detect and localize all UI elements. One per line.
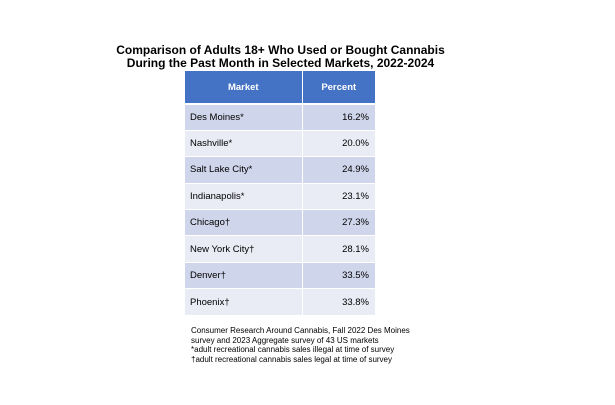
market-cell: Nashville* [185,130,302,156]
table-row [185,104,375,130]
table-row [185,157,375,183]
table-body [185,104,375,315]
footnote-illegal: *adult recreational cannabis sales illegal at time of survey [191,345,395,354]
chart-title-line-2: During the Past Month in Selected Markets, 2022-2024 [126,56,435,70]
percent-cell: 27.3% [302,210,375,236]
table-row [185,262,375,288]
source-notes [191,326,451,364]
chart-title [0,44,615,70]
market-cell: Indianapolis* [185,183,302,209]
market-cell: Chicago† [185,210,302,236]
column-header-percent: Percent [302,71,375,104]
table-row [185,130,375,156]
market-cell: Denver† [185,262,302,288]
percent-cell: 33.5% [302,262,375,288]
percent-cell: 16.2% [302,104,375,130]
column-header-market: Market [185,71,302,104]
market-cell: New York City† [185,236,302,262]
market-cell: Phoenix† [185,289,302,315]
percent-cell: 24.9% [302,157,375,183]
source-note-line: Consumer Research Around Cannabis, Fall 2022 Des Moines [191,326,410,335]
percent-cell: 28.1% [302,236,375,262]
percent-cell: 20.0% [302,130,375,156]
table-row [185,210,375,236]
market-percent-table [185,71,375,315]
chart-title-line-1: Comparison of Adults 18+ Who Used or Bought Cannabis [116,43,445,57]
table-row [185,236,375,262]
percent-cell: 23.1% [302,183,375,209]
market-cell: Salt Lake City* [185,157,302,183]
footnote-legal: †adult recreational cannabis sales legal at time of survey [191,354,392,364]
table-row [185,183,375,209]
market-cell: Des Moines* [185,104,302,130]
table-header-row [185,71,375,104]
source-note-line: survey and 2023 Aggregate survey of 43 US markets [191,335,379,345]
table-row [185,289,375,315]
percent-cell: 33.8% [302,289,375,315]
